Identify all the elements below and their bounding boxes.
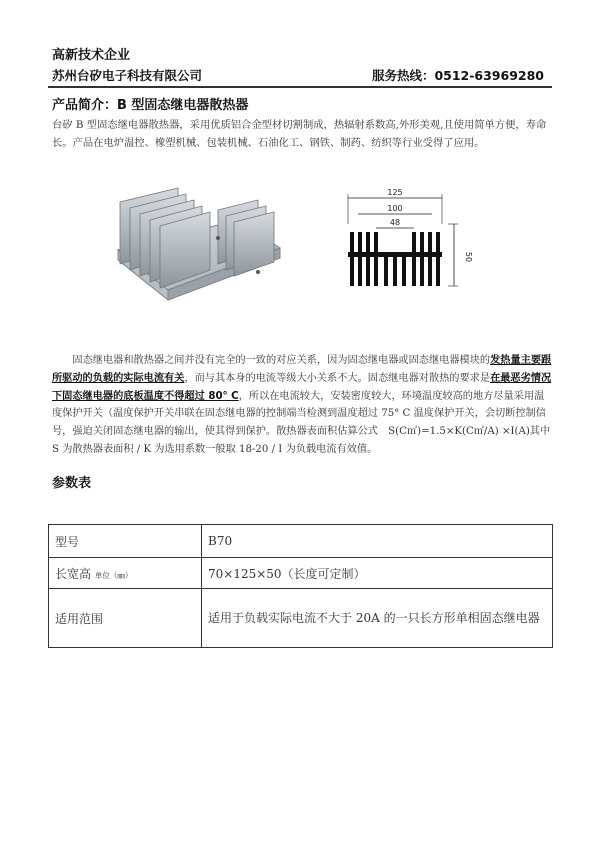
dim-mid-label: 100 — [387, 204, 403, 213]
table-row — [49, 589, 553, 648]
param-value: 70×125×50（长度可定制） — [202, 558, 553, 589]
table-row — [49, 525, 553, 558]
dim-total-label: 125 — [387, 188, 403, 197]
dimension-diagram — [338, 184, 478, 298]
para-emphasis-1: 发热量主要跟所驱动的负载的实际电流有关 — [52, 355, 552, 384]
para-text-2: ，而与其本身的电流等级大小关系不大。固态继电器对散热的要求是 — [184, 372, 491, 384]
param-unit: 单位（㎜） — [94, 570, 133, 580]
header-label: 高新技术企业 — [52, 48, 131, 63]
param-value: B70 — [202, 525, 553, 558]
param-value: 适用于负载实际电流不大于 20A 的一只长方形单相固态继电器 — [202, 589, 553, 648]
dim-inner-label: 48 — [389, 218, 401, 227]
company-name: 苏州台矽电子科技有限公司 — [52, 68, 203, 83]
param-key: 长宽高 单位（㎜） — [49, 558, 202, 589]
product-title: 产品简介：B 型固态继电器散热器 — [52, 98, 249, 113]
params-heading: 参数表 — [52, 476, 92, 491]
heatsink-photo — [108, 180, 288, 314]
header-divider — [48, 86, 552, 88]
para-text-1: 固态继电器和散热器之间并没有完全的一致的对应关系，因为固态继电器或固态继电器模块的 — [72, 355, 491, 366]
heat-dissipation-paragraph — [52, 352, 552, 459]
param-key: 适用范围 — [49, 589, 202, 648]
product-intro: 台矽 B 型固态继电器散热器，采用优质铝合金型材切割制成，热辐射系数高,外形美观,且使用简单方便，寿命长。产品在电炉温控、橡塑机械、包装机械、石油化工、钢铁、制药、纺织等行业受得了应用。 — [52, 119, 547, 149]
para-emphasis-2: 在最恶劣情况下固态继电器的底板温度不得超过 80° C — [52, 372, 552, 402]
service-hotline: 服务热线：0512-63969280 — [371, 68, 544, 83]
para-text-3: ，所以在电流较大，安装密度较大，环境温度较高的地方尽量采用温度保护开关（温度保护开关串联在固态继电器的控制端当检测到温度超过 75° C 温度保护开关，会切断控制信号，强迫关闭固态继电器的输出，使其得到保护。散热器表面积估算公式 S(C㎡)=1.5×K(C㎡/A) ×I(A)其中 S 为散热器表面积 / K 为选用系数一般取 18-20 / I 为负载电流有效值。 — [52, 390, 551, 455]
params-table — [48, 524, 553, 648]
table-row — [49, 558, 553, 589]
dim-height-label: 50 — [464, 251, 473, 263]
param-key: 型号 — [49, 525, 202, 558]
